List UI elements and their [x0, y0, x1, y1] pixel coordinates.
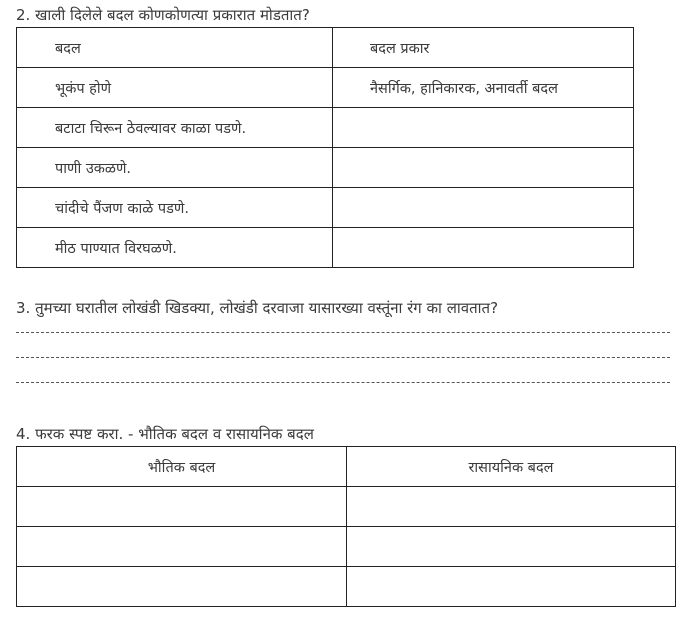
header-change-type: बदल प्रकार	[333, 28, 634, 68]
change-type-cell[interactable]	[333, 188, 634, 228]
change-type-cell[interactable]	[333, 228, 634, 268]
change-cell: चांदीचे पैंजण काळे पडणे.	[17, 188, 333, 228]
header-change: बदल	[17, 28, 333, 68]
answer-line[interactable]	[16, 332, 670, 333]
change-type-cell[interactable]	[333, 148, 634, 188]
table-row	[17, 188, 634, 228]
change-cell: पाणी उकळणे.	[17, 148, 333, 188]
physical-change-cell[interactable]	[17, 527, 347, 567]
table-row	[17, 108, 634, 148]
table-row	[17, 68, 634, 108]
table-row	[17, 148, 634, 188]
question-2-title: 2. खाली दिलेले बदल कोणकोणत्या प्रकारात मोडतात?	[16, 6, 310, 24]
physical-change-cell[interactable]	[17, 487, 347, 527]
change-type-cell[interactable]	[333, 108, 634, 148]
answer-line[interactable]	[16, 357, 670, 358]
change-cell: मीठ पाण्यात विरघळणे.	[17, 228, 333, 268]
table-row	[17, 567, 676, 607]
table-row	[17, 487, 676, 527]
table-row	[17, 228, 634, 268]
physical-change-cell[interactable]	[17, 567, 347, 607]
table-header-row	[17, 28, 634, 68]
chemical-change-cell[interactable]	[347, 567, 676, 607]
question-4-title: 4. फरक स्पष्ट करा. - भौतिक बदल व रासायनिक बदल	[16, 425, 314, 443]
chemical-change-cell[interactable]	[347, 487, 676, 527]
changes-classification-table	[16, 27, 634, 268]
answer-line[interactable]	[16, 382, 670, 383]
question-3-title: 3. तुमच्या घरातील लोखंडी खिडक्या, लोखंडी दरवाजा यासारख्या वस्तूंना रंग का लावतात?	[16, 299, 499, 317]
header-chemical-change: रासायनिक बदल	[347, 447, 676, 487]
header-physical-change: भौतिक बदल	[17, 447, 347, 487]
change-cell: बटाटा चिरून ठेवल्यावर काळा पडणे.	[17, 108, 333, 148]
change-cell: भूकंप होणे	[17, 68, 333, 108]
chemical-change-cell[interactable]	[347, 527, 676, 567]
table-header-row	[17, 447, 676, 487]
change-type-cell[interactable]: नैसर्गिक, हानिकारक, अनावर्ती बदल	[333, 68, 634, 108]
difference-table	[16, 446, 676, 607]
table-row	[17, 527, 676, 567]
